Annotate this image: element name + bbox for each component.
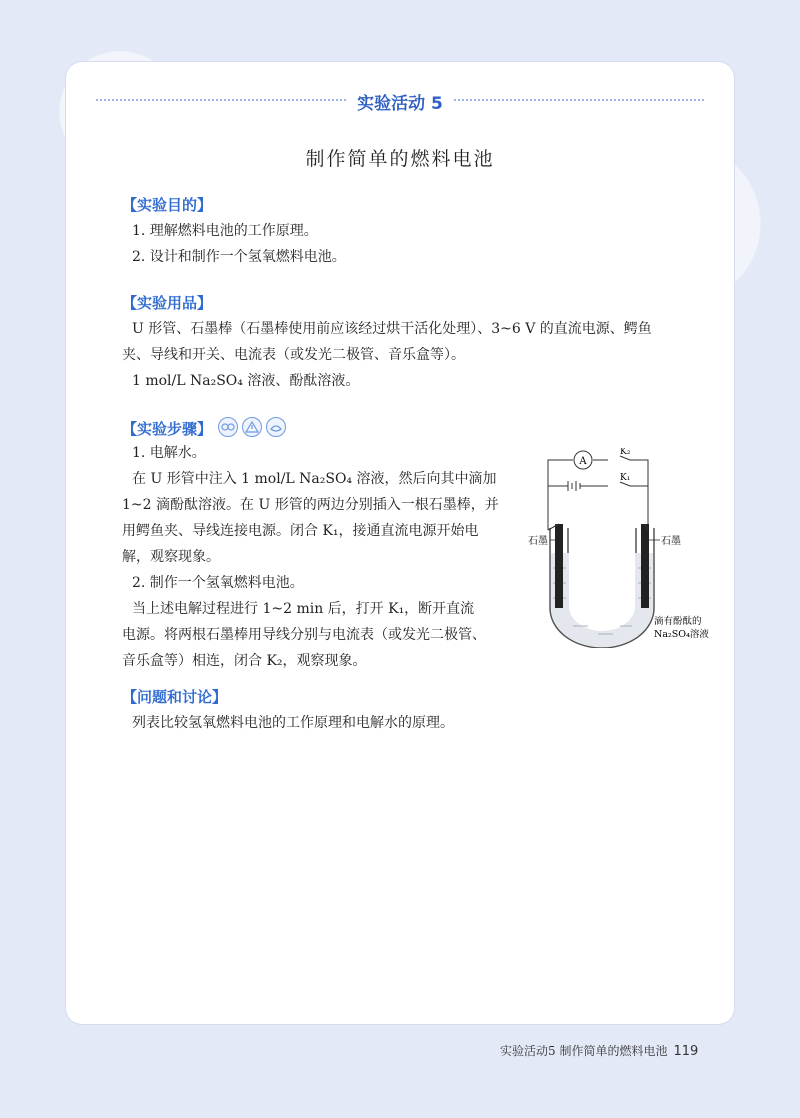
warning-icon [242,417,262,437]
activity-title: 实验活动 5 [357,94,443,114]
steps-text [122,440,512,674]
section-heading-discussion: 【问题和讨论】 [122,688,228,706]
purpose-item: 1. 理解燃料电池的工作原理。 [132,223,318,239]
ammeter-label: A [579,456,587,467]
page-footer [500,1042,698,1059]
switch-k2-label: K₂ [620,448,631,457]
step2-line: 当上述电解过程进行 1~2 min 后，打开 K₁，断开直流 [132,601,475,617]
purpose-item: 2. 设计和制作一个氢氧燃料电池。 [132,249,346,265]
circuit-wires [548,456,648,530]
hand-wash-icon [266,417,286,437]
section-heading-materials: 【实验用品】 [122,294,213,312]
materials-line: U 形管、石墨棒（石墨棒使用前应该经过烘干活化处理）、3~6 V 的直流电源、鳄鱼 [132,321,652,337]
step1-line: 解，观察现象。 [122,549,220,565]
battery-icon [568,481,580,491]
solution-label-line2: Na₂SO₄溶液 [654,629,709,640]
graphite-electrode-right [641,524,649,608]
solution [551,553,653,647]
page-number: 119 [673,1044,699,1059]
step1-line: 用鳄鱼夹、导线连接电源。闭合 K₁，接通直流电源开始电 [122,523,479,539]
step1-title: 1. 电解水。 [132,445,206,461]
step2-line: 音乐盒等）相连，闭合 K₂，观察现象。 [122,653,367,669]
safety-icons [218,417,286,437]
materials-line: 夹、导线和开关、电流表（或发光二极管、音乐盒等）。 [122,347,465,363]
goggles-icon [218,417,238,437]
right-graphite-label: 石墨 [661,536,681,547]
step2-title: 2. 制作一个氢氧燃料电池。 [132,575,304,591]
materials-text [122,316,708,394]
switch-k1-label: K₁ [620,473,631,483]
header-divider-right [454,99,704,101]
step1-line: 1~2 滴酚酞溶液。在 U 形管的两边分别插入一根石墨棒，并 [122,497,499,513]
purpose-list [132,218,346,270]
page-title: 制作简单的燃料电池 [305,148,495,170]
step1-line: 在 U 形管中注入 1 mol/L Na₂SO₄ 溶液，然后向其中滴加 [132,471,497,487]
graphite-electrode-left [555,524,563,608]
header-divider-left [96,99,346,101]
left-graphite-label: 石墨 [528,536,548,547]
footer-text: 实验活动5 制作简单的燃料电池 [500,1044,668,1058]
step2-line: 电源。将两根石墨棒用导线分别与电流表（或发光二极管、 [122,627,486,643]
u-tube-inner [568,528,636,632]
section-heading-purpose: 【实验目的】 [122,196,213,214]
solution-label-line1: 滴有酚酞的 [654,616,702,627]
fuel-cell-diagram [528,448,718,648]
section-heading-steps: 【实验步骤】 [122,420,213,438]
materials-line: 1 mol/L Na₂SO₄ 溶液、酚酞溶液。 [132,373,360,389]
discussion-text: 列表比较氢氧燃料电池的工作原理和电解水的原理。 [132,715,454,731]
